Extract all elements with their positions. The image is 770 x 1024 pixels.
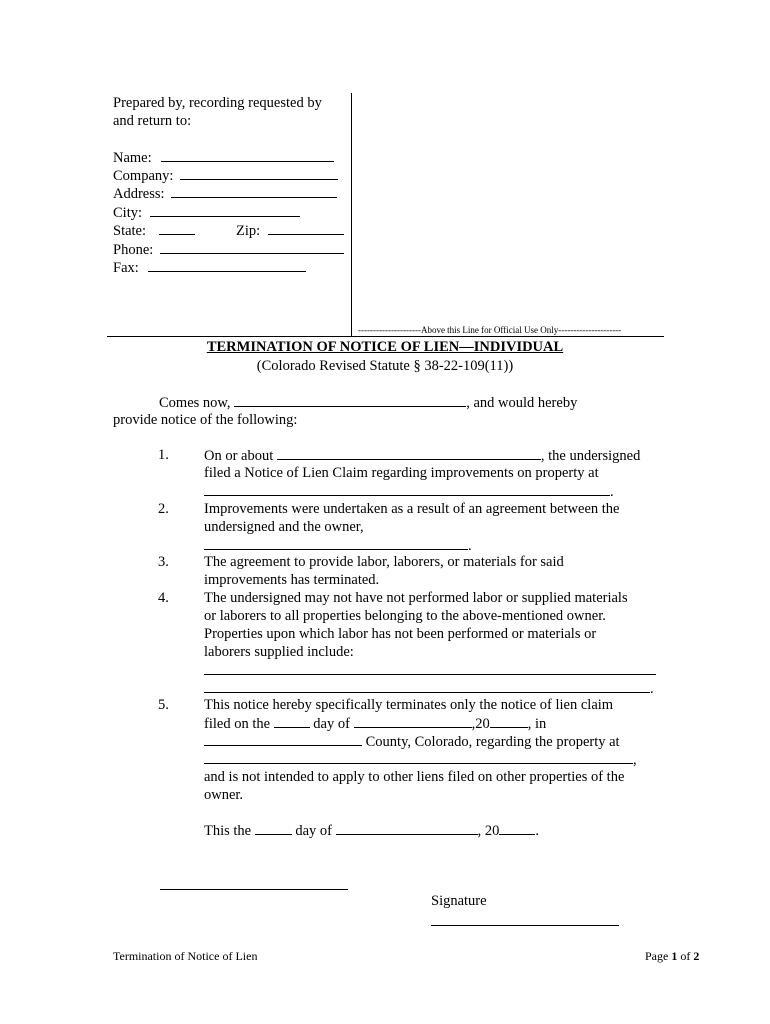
witness-signature-line[interactable] (160, 889, 348, 890)
item5-county-colorado: County, Colorado, regarding the property at (362, 734, 620, 750)
lien-date-blank[interactable] (277, 446, 541, 460)
official-use-notice: ---------------------Above this Line for Official Use Only--------------------- (358, 325, 622, 335)
item4-line2: or laborers to all properties belonging to the above-mentioned owner. (204, 608, 606, 624)
item5-in: , in (527, 716, 547, 732)
prepared-by-line1: Prepared by, recording requested by (113, 95, 322, 111)
item1-line1 (204, 446, 640, 465)
intro-comes-now: Comes now, (159, 395, 235, 411)
zip-blank[interactable] (268, 221, 344, 235)
property-address-blank[interactable] (204, 482, 610, 496)
item-number-5: 5. (158, 697, 169, 713)
city-field[interactable] (113, 203, 300, 222)
fax-label: Fax: (113, 260, 139, 276)
item5-line5: and is not intended to apply to other liens filed on other properties of the (204, 769, 625, 785)
item1-on-or-about: On or about (204, 448, 277, 464)
item1-line2: filed a Notice of Lien Claim regarding improvements on property at (204, 465, 599, 481)
document-title-text: TERMINATION OF NOTICE OF LIEN—INDIVIDUAL (206, 339, 564, 355)
signature-line[interactable] (431, 925, 619, 926)
dated-month-blank[interactable] (336, 821, 478, 835)
item4-line1: The undersigned may not have not performed labor or supplied materials (204, 590, 628, 606)
dated-year-blank[interactable] (499, 821, 535, 835)
fax-field[interactable] (113, 258, 306, 277)
item5-line2 (204, 714, 546, 733)
item2-line2: undersigned and the owner, (204, 519, 364, 535)
name-label: Name: (113, 150, 152, 166)
item1-line3 (204, 482, 614, 501)
item1-undersigned: , the undersigned (540, 448, 641, 464)
company-label: Company: (113, 168, 174, 184)
filed-year-blank[interactable] (490, 714, 528, 728)
fax-blank[interactable] (148, 258, 306, 272)
address-label: Address: (113, 186, 165, 202)
item1-period: . (610, 484, 614, 500)
item-number-1: 1. (158, 447, 169, 463)
state-label: State: (113, 223, 147, 239)
footer-title: Termination of Notice of Lien (113, 949, 258, 963)
document-subtitle (0, 357, 770, 375)
intro-line (159, 393, 577, 412)
dated-day-blank[interactable] (255, 821, 292, 835)
zip-label: Zip: (236, 223, 261, 239)
item5-line1: This notice hereby specifically terminates only the notice of lien claim (204, 697, 614, 713)
item5-comma: , (633, 752, 637, 768)
item5-line3 (204, 732, 620, 751)
phone-blank[interactable] (160, 240, 344, 254)
state-field[interactable] (113, 221, 195, 240)
item5-line4 (204, 750, 637, 769)
document-title (0, 339, 770, 356)
item3-line2: improvements has terminated. (204, 572, 380, 588)
company-blank[interactable] (180, 166, 338, 180)
page-total: 2 (693, 949, 700, 963)
page-indicator (645, 949, 699, 963)
address-field[interactable] (113, 184, 337, 203)
item4-line4: laborers supplied include: (204, 644, 354, 660)
item4-line5 (204, 661, 656, 680)
city-label: City: (113, 205, 143, 221)
item5-year-prefix: ,20 (471, 716, 490, 732)
item2-line1: Improvements were undertaken as a result of an agreement between the (204, 501, 620, 517)
official-use-line (107, 336, 664, 337)
item-number-2: 2. (158, 501, 169, 517)
item-number-4: 4. (158, 590, 169, 606)
properties-blank-2[interactable] (204, 679, 650, 693)
intro-would-hereby: , and would hereby (466, 395, 578, 411)
item5-filed-on-the: filed on the (204, 716, 274, 732)
item4-period: . (650, 681, 654, 697)
page-prefix: Page (645, 949, 672, 963)
item2-period: . (468, 538, 472, 554)
recording-area-divider (351, 93, 352, 336)
intro-line2: provide notice of the following: (113, 412, 298, 428)
dated-year-prefix: , 20 (477, 823, 500, 839)
filed-day-blank[interactable] (274, 714, 310, 728)
item5-line6: owner. (204, 787, 244, 803)
item-number-3: 3. (158, 554, 169, 570)
dated-day-of: day of (291, 823, 336, 839)
name-blank[interactable] (161, 148, 334, 162)
prepared-by-line2: and return to: (113, 113, 192, 129)
dated-period: . (535, 823, 540, 839)
signature-label: Signature (431, 893, 487, 909)
claimant-name-blank[interactable] (234, 393, 466, 407)
address-blank[interactable] (171, 184, 337, 198)
page-of: of (677, 949, 694, 963)
phone-label: Phone: (113, 242, 154, 258)
county-blank[interactable] (204, 732, 362, 746)
city-blank[interactable] (150, 203, 300, 217)
page-number: 1 (671, 949, 678, 963)
zip-field[interactable] (236, 221, 344, 240)
item4-line3: Properties upon which labor has not been performed or materials or (204, 626, 597, 642)
statute-reference: (Colorado Revised Statute § 38-22-109(11)) (256, 358, 514, 374)
owner-name-blank[interactable] (204, 536, 468, 550)
dated-line (204, 821, 539, 840)
properties-blank-1[interactable] (204, 661, 656, 675)
lien-property-blank[interactable] (204, 750, 633, 764)
phone-field[interactable] (113, 240, 344, 259)
company-field[interactable] (113, 166, 338, 185)
name-field[interactable] (113, 148, 334, 167)
state-blank[interactable] (159, 221, 195, 235)
filed-month-blank[interactable] (354, 714, 472, 728)
dated-this-the: This the (204, 823, 255, 839)
item3-line1: The agreement to provide labor, laborers, or materials for said (204, 554, 564, 570)
item5-day-of: day of (309, 716, 354, 732)
